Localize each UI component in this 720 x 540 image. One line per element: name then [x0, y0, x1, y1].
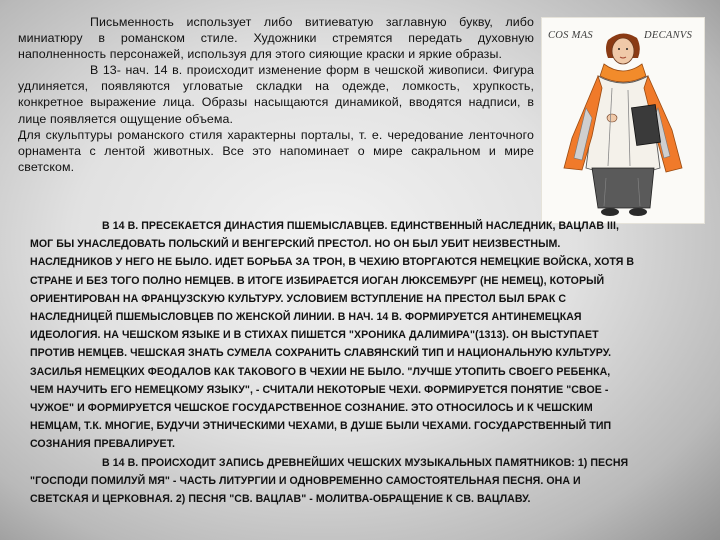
paragraph-sculpture: Для скульптуры романского стиля характерны порталы, т. е. чередование ленточного орнамента с лентой животных. Все это напоминает о мире сакральном и мире светском. [18, 127, 534, 174]
caption-cosmas: COS MAS [548, 30, 593, 41]
paragraph-writing: Письменность использует либо витиеватую заглавную букву, либо миниатюру в романском стиле. Художники стремятся передать духовную наполненность персонажей, используя для этого сияющие краски и яркие образы. [18, 15, 534, 62]
miniature-image [541, 17, 705, 224]
paragraph-painting: В 13- нач. 14 в. происходит изменение форм в чешской живописи. Фигура удлиняется, появляются угловатые складки на одежде, ломкость, хрупкость, конкретное выражение лица. Образы насыщаются динамикой, вводятся надписи, в лице появляется ощущение объема. [18, 63, 534, 126]
cosmas-figure-illustration [542, 18, 704, 223]
intro-text-block [18, 14, 534, 175]
paragraph-dynasty-history: В 14 В. ПРЕСЕКАЕТСЯ ДИНАСТИЯ ПШЕМЫСЛАВЦЕВ. ЕДИНСТВЕННЫЙ НАСЛЕДНИК, ВАЦЛАВ III, МОГ БЫ УНАСЛЕДОВАТЬ ПОЛЬСКИЙ И ВЕНГЕРСКИЙ ПРЕСТОЛ. НО ОН БЫЛ УБИТ НЕИЗВЕСТНЫМ. НАСЛЕДНИКОВ У НЕГО НЕ БЫЛО. ИДЕТ БОРЬБА ЗА ТРОН, В ЧЕХИЮ ВТОРГАЮТСЯ НЕМЕЦКИЕ ВОЙСКА, ХОТЯ В СТРАНЕ И БЕЗ ТОГО ПОЛНО НЕМЦЕВ. В ИТОГЕ ИЗБИРАЕТСЯ ИОГАН ЛЮКСЕМБУРГ (НЕ НЕМЕЦ), КОТОРЫЙ ОРИЕНТИРОВАН НА ФРАНЦУЗСКУЮ КУЛЬТУРУ. УСЛОВИЕМ ВСТУПЛЕНИЕ НА ПРЕСТОЛ БЫЛ БРАК С НАСЛЕДНИЦЕЙ ПШЕМЫСЛОВЦЕВ ПО ЖЕНСКОЙ ЛИНИИ. В НАЧ. 14 В. ФОРМИРУЕТСЯ АНТИНЕМЕЦКАЯ ИДЕОЛОГИЯ. НА ЧЕШСКОМ ЯЗЫКЕ И В СТИХАХ ПИШЕТСЯ "ХРОНИКА ДАЛИМИРА"(1313). ОН ВЫСТУПАЕТ ПРОТИВ НЕМЦЕВ. ЧЕШСКАЯ ЗНАТЬ СУМЕЛА СОХРАНИТЬ СЛАВЯНСКИЙ ТИП И НАЦИОНАЛЬНУЮ КУЛЬТУРУ. ЗАСИЛЬЯ НЕМЕЦКИХ ФЕОДАЛОВ КАК ТАКОВОГО В ЧЕХИИ НЕ БЫЛО. "ЛУЧШЕ УТОПИТЬ СВОЕГО РЕБЕНКА, ЧЕМ НАУЧИТЬ ЕГО НЕМЕЦКОМУ ЯЗЫКУ", - СЧИТАЛИ НЕКОТОРЫЕ ЧЕХИ. ФОРМИРУЕТСЯ ПОНЯТИЕ "СВОЕ - ЧУЖОЕ" И ФОРМИРУЕТСЯ ЧЕШСКОЕ ГОСУДАРСТВЕННОЕ СОЗНАНИЕ. ЭТО ОТНОСИЛОСЬ И К ЧЕШСКИМ НЕМЦАМ, Т.К. МНОГИЕ, БУДУЧИ ЭТНИЧЕСКИМИ ЧЕХАМИ, В ДУШЕ БЫЛИ ЧЕХАМИ. ГОСУДАРСТВЕННЫЙ ТИП СОЗНАНИЯ ПРЕВАЛИРУЕТ. [30, 220, 635, 451]
caption-decanus: DECANVS [644, 30, 693, 41]
paragraph-music-monuments: В 14 В. ПРОИСХОДИТ ЗАПИСЬ ДРЕВНЕЙШИХ ЧЕШСКИХ МУЗЫКАЛЬНЫХ ПАМЯТНИКОВ: 1) ПЕСНЯ "ГОСПОДИ ПОМИЛУЙ МЯ" - ЧАСТЬ ЛИТУРГИИ И ОДНОВРЕМЕННО САМОСТОЯТЕЛЬНАЯ ПЕСНЯ. ОНА И СВЕТСКАЯ И ЦЕРКОВНАЯ. 2) ПЕСНЯ "СВ. ВАЦЛАВ" - МОЛИТВА-ОБРАЩЕНИЕ К СВ. ВАЦЛАВУ. [30, 456, 629, 506]
history-text-block [30, 217, 636, 508]
